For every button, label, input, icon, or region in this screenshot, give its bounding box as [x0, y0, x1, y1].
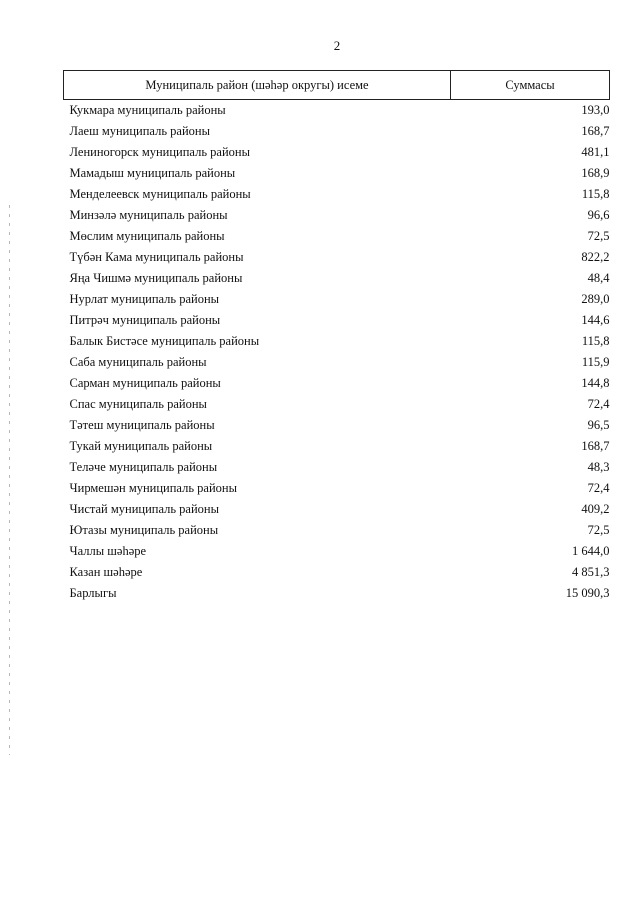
table-row	[64, 499, 610, 520]
row-sum: 144,6	[581, 313, 610, 327]
row-sum: 72,5	[587, 229, 610, 243]
row-sum: 144,8	[581, 376, 610, 390]
table-row	[64, 163, 610, 184]
row-name: Ютазы муниципаль районы	[69, 523, 219, 537]
table-row	[64, 436, 610, 457]
row-name: Спас муниципаль районы	[69, 397, 207, 411]
page-number: 2	[333, 38, 341, 53]
row-sum: 115,8	[581, 187, 610, 201]
table-row	[64, 583, 610, 604]
row-sum: 48,3	[587, 460, 610, 474]
table-row	[64, 121, 610, 142]
row-sum: 822,2	[581, 250, 610, 264]
row-name: Сарман муниципаль районы	[69, 376, 221, 390]
table-row	[64, 457, 610, 478]
row-sum: 481,1	[581, 145, 610, 159]
row-name: Мамадыш муниципаль районы	[69, 166, 236, 180]
table-row	[64, 268, 610, 289]
row-sum: 409,2	[581, 502, 610, 516]
row-sum: 193,0	[581, 103, 610, 117]
table-row	[64, 142, 610, 163]
table-row	[64, 352, 610, 373]
row-name: Балык Бистәсе муниципаль районы	[69, 334, 260, 348]
row-name: Тукай муниципаль районы	[69, 439, 213, 453]
row-sum: 115,9	[581, 355, 610, 369]
row-sum: 72,5	[587, 523, 610, 537]
row-sum: 168,7	[581, 124, 610, 138]
scan-artifact-line	[9, 205, 10, 755]
table-row	[64, 184, 610, 205]
table-row	[64, 289, 610, 310]
table-row	[64, 310, 610, 331]
row-sum: 48,4	[587, 271, 610, 285]
row-name: Яңа Чишмә муниципаль районы	[69, 271, 243, 285]
table-row	[64, 394, 610, 415]
row-name: Менделеевск муниципаль районы	[69, 187, 251, 201]
row-sum: 96,5	[587, 418, 610, 432]
table-row	[64, 415, 610, 436]
table-row	[64, 100, 610, 122]
row-sum: 96,6	[587, 208, 610, 222]
row-name: Чистай муниципаль районы	[69, 502, 219, 516]
row-name: Питрәч муниципаль районы	[69, 313, 221, 327]
row-name: Лаеш муниципаль районы	[69, 124, 210, 138]
header-name: Муниципаль район (шәһәр округы) исеме	[64, 71, 451, 100]
row-sum: 72,4	[587, 481, 610, 495]
table-body	[64, 100, 610, 605]
row-name: Мөслим муниципаль районы	[69, 229, 225, 243]
row-name: Нурлат муниципаль районы	[69, 292, 220, 306]
table-header-row	[64, 71, 610, 100]
row-name: Казан шәһәре	[69, 565, 143, 579]
row-sum: 15 090,3	[565, 586, 610, 600]
row-sum: 4 851,3	[572, 565, 610, 579]
table-row	[64, 541, 610, 562]
municipal-sums-table	[63, 70, 610, 604]
row-sum: 168,7	[581, 439, 610, 453]
table-row	[64, 205, 610, 226]
row-name: Лениногорск муниципаль районы	[69, 145, 250, 159]
row-name: Барлыгы	[69, 586, 117, 600]
row-name: Саба муниципаль районы	[69, 355, 207, 369]
row-name: Теләче муниципаль районы	[69, 460, 218, 474]
row-name: Кукмара муниципаль районы	[69, 103, 226, 117]
row-sum: 289,0	[581, 292, 610, 306]
row-name: Чаллы шәһәре	[69, 544, 147, 558]
row-sum: 168,9	[581, 166, 610, 180]
table-row	[64, 226, 610, 247]
table-row	[64, 331, 610, 352]
header-sum: Суммасы	[451, 71, 610, 100]
table-header	[64, 71, 610, 100]
row-name: Түбән Кама муниципаль районы	[69, 250, 244, 264]
row-sum: 115,8	[581, 334, 610, 348]
table-row	[64, 520, 610, 541]
row-sum: 72,4	[587, 397, 610, 411]
table-row	[64, 562, 610, 583]
table-row	[64, 478, 610, 499]
row-sum: 1 644,0	[572, 544, 610, 558]
row-name: Минзәлә муниципаль районы	[69, 208, 228, 222]
row-name: Тәтеш муниципаль районы	[69, 418, 215, 432]
table-row	[64, 247, 610, 268]
table-row	[64, 373, 610, 394]
row-name: Чирмешән муниципаль районы	[69, 481, 237, 495]
